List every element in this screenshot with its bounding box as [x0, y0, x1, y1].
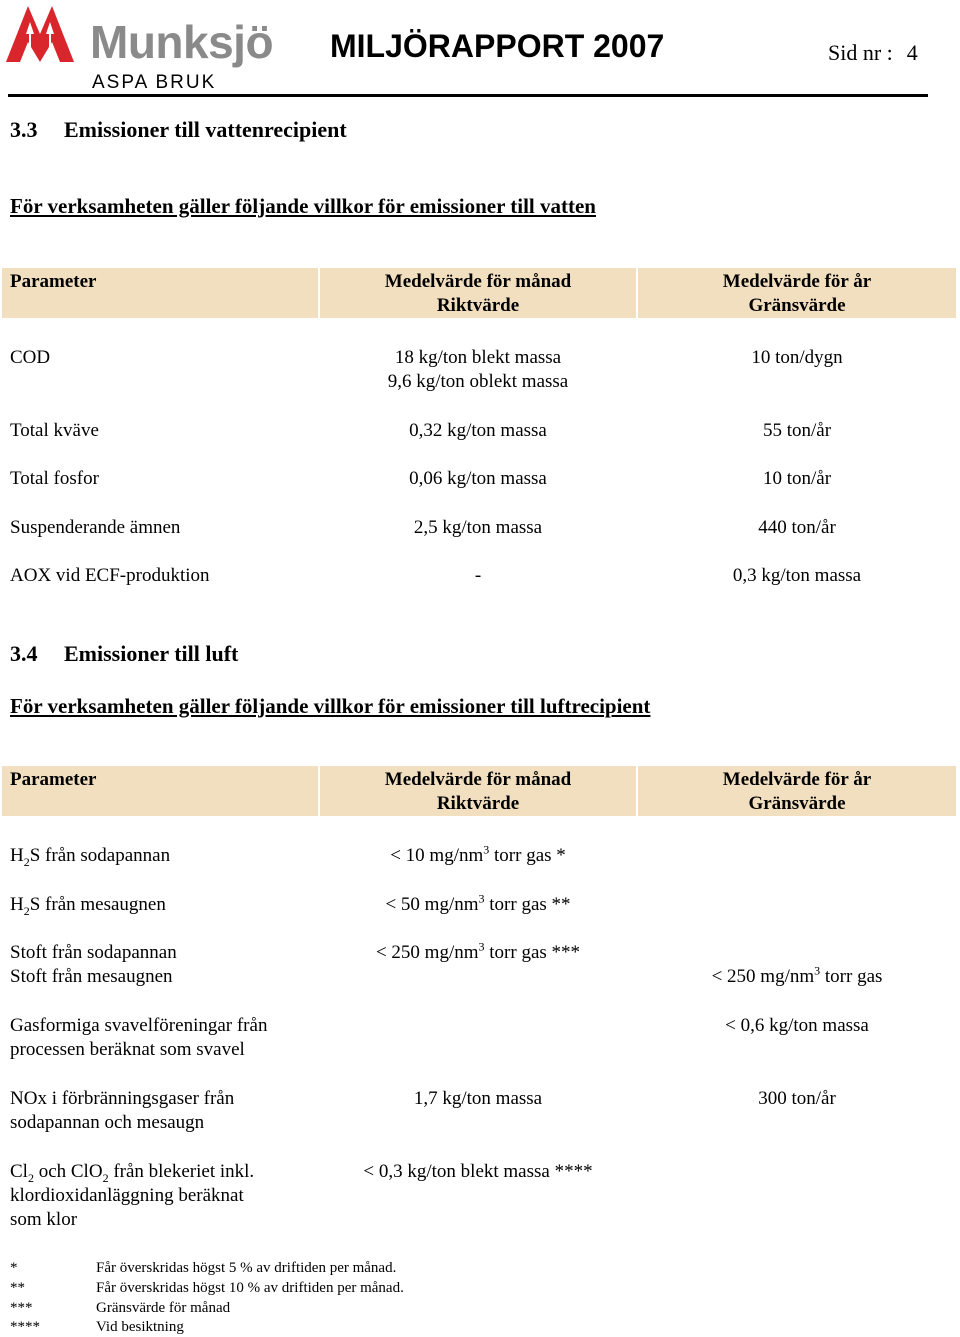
column-header-parameter: Parameter [2, 766, 318, 816]
column-header-month: Medelvärde för månad Riktvärde [320, 766, 636, 816]
footnote: *** Gränsvärde för månad [10, 1300, 231, 1316]
report-title: MILJÖRAPPORT 2007 [330, 28, 665, 64]
footnote: * Får överskridas högst 5 % av driftiden per månad. [10, 1260, 397, 1276]
company-logo-icon [6, 4, 74, 64]
air-table-header [2, 766, 956, 818]
column-header-year: Medelvärde för år Gränsvärde [638, 766, 956, 816]
page-label: Sid nr : [828, 40, 893, 65]
section-number: 3.3 [10, 117, 38, 142]
column-header-parameter: Parameter [2, 268, 318, 318]
column-header-month: Medelvärde för månad Riktvärde [320, 268, 636, 318]
footnote: ** Får överskridas högst 10 % av driftiden per månad. [10, 1280, 404, 1296]
logo-wordmark: Munksjö [90, 16, 274, 68]
page-number-value: 4 [906, 40, 918, 65]
logo-subtitle: ASPA BRUK [92, 72, 217, 93]
air-conditions-subheading: För verksamheten gäller följande villkor för emissioner till luftrecipient [10, 694, 651, 718]
section-number: 3.4 [10, 641, 38, 666]
water-table-header [2, 268, 956, 320]
section-title: Emissioner till vattenrecipient [64, 117, 347, 142]
footnote: **** Vid besiktning [10, 1319, 184, 1335]
section-heading-air [10, 640, 238, 668]
section-heading-water [10, 116, 347, 144]
section-title: Emissioner till luft [64, 641, 239, 666]
column-header-year: Medelvärde för år Gränsvärde [638, 268, 956, 318]
water-conditions-subheading: För verksamheten gäller följande villkor för emissioner till vatten [10, 194, 596, 218]
header-divider [8, 94, 928, 97]
page-number [828, 40, 918, 66]
